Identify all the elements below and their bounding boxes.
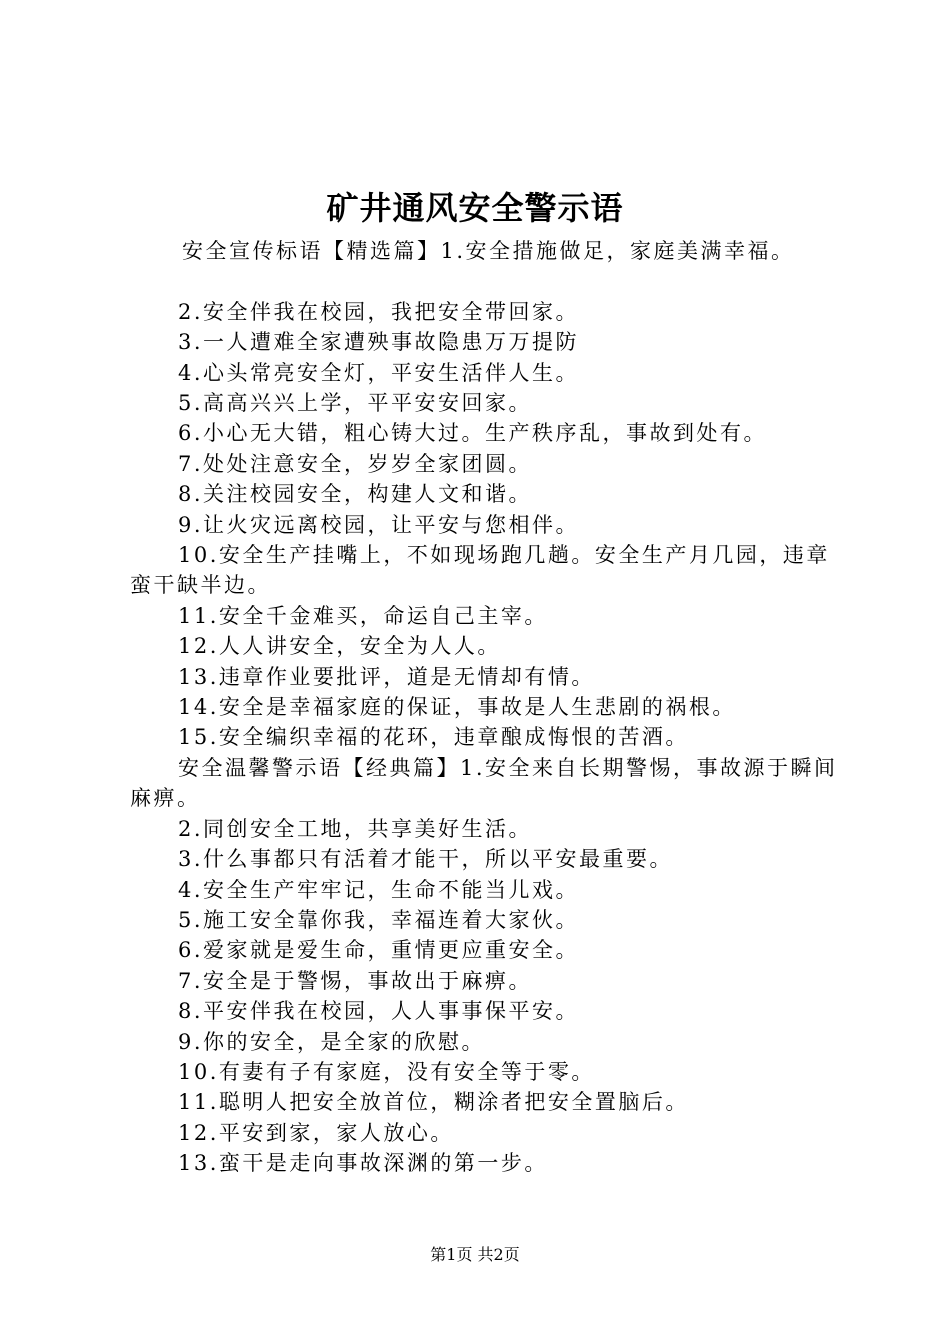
paragraph: 8.关注校园安全，构建人文和谐。 xyxy=(178,482,533,507)
paragraph: 5.高高兴兴上学，平平安安回家。 xyxy=(178,391,533,416)
paragraph: 11.安全千金难买，命运自己主宰。 xyxy=(178,603,548,628)
paragraph: 3.什么事都只有活着才能干，所以平安最重要。 xyxy=(178,847,674,872)
paragraph: 5.施工安全靠你我，幸福连着大家伙。 xyxy=(178,907,580,932)
paragraph: 9.让火灾远离校园，让平安与您相伴。 xyxy=(178,512,580,537)
paragraph: 11.聪明人把安全放首位，糊涂者把安全置脑后。 xyxy=(178,1090,689,1115)
paragraph: 3.一人遭难全家遭殃事故隐患万万提防 xyxy=(178,330,580,355)
paragraph: 8.平安伴我在校园，人人事事保平安。 xyxy=(178,999,580,1024)
paragraph: 安全宣传标语【精选篇】1.安全措施做足，家庭美满幸福。 xyxy=(182,239,795,263)
paragraph: 7.处处注意安全，岁岁全家团圆。 xyxy=(178,451,533,476)
paragraph: 13.违章作业要批评，道是无情却有情。 xyxy=(178,664,595,689)
paragraph: 14.安全是幸福家庭的保证，事故是人生悲剧的祸根。 xyxy=(178,695,736,720)
paragraph: 4.心头常亮安全灯，平安生活伴人生。 xyxy=(178,360,580,385)
paragraph: 12.平安到家，家人放心。 xyxy=(178,1120,454,1145)
paragraph: 6.爱家就是爱生命，重情更应重安全。 xyxy=(178,938,580,963)
document-title: 矿井通风安全警示语 xyxy=(326,189,624,227)
page-footer: 第1页 共2页 xyxy=(430,1245,520,1264)
paragraph: 安全温馨警示语【经典篇】1.安全来自长期警惕，事故源于瞬间麻痹。 xyxy=(130,755,838,811)
paragraph: 6.小心无大错，粗心铸大过。生产秩序乱，事故到处有。 xyxy=(178,421,768,446)
document-body xyxy=(130,236,845,1179)
paragraph: 10.安全生产挂嘴上，不如现场跑几趟。安全生产月几园，违章蛮干缺半边。 xyxy=(130,543,830,598)
paragraph: 15.安全编织幸福的花环，违章酿成悔恨的苦酒。 xyxy=(178,725,689,750)
paragraph: 13.蛮干是走向事故深渊的第一步。 xyxy=(178,1151,548,1176)
paragraph: 2.同创安全工地，共享美好生活。 xyxy=(178,816,533,841)
paragraph: 2.安全伴我在校园，我把安全带回家。 xyxy=(178,299,580,324)
paragraph: 12.人人讲安全，安全为人人。 xyxy=(178,634,501,659)
paragraph: 10.有妻有子有家庭，没有安全等于零。 xyxy=(178,1059,595,1084)
paragraph: 4.安全生产牢牢记，生命不能当儿戏。 xyxy=(178,877,580,902)
blank-line xyxy=(130,266,845,296)
paragraph: 9.你的安全，是全家的欣慰。 xyxy=(178,1029,486,1054)
paragraph: 7.安全是于警惕，事故出于麻痹。 xyxy=(178,968,533,993)
